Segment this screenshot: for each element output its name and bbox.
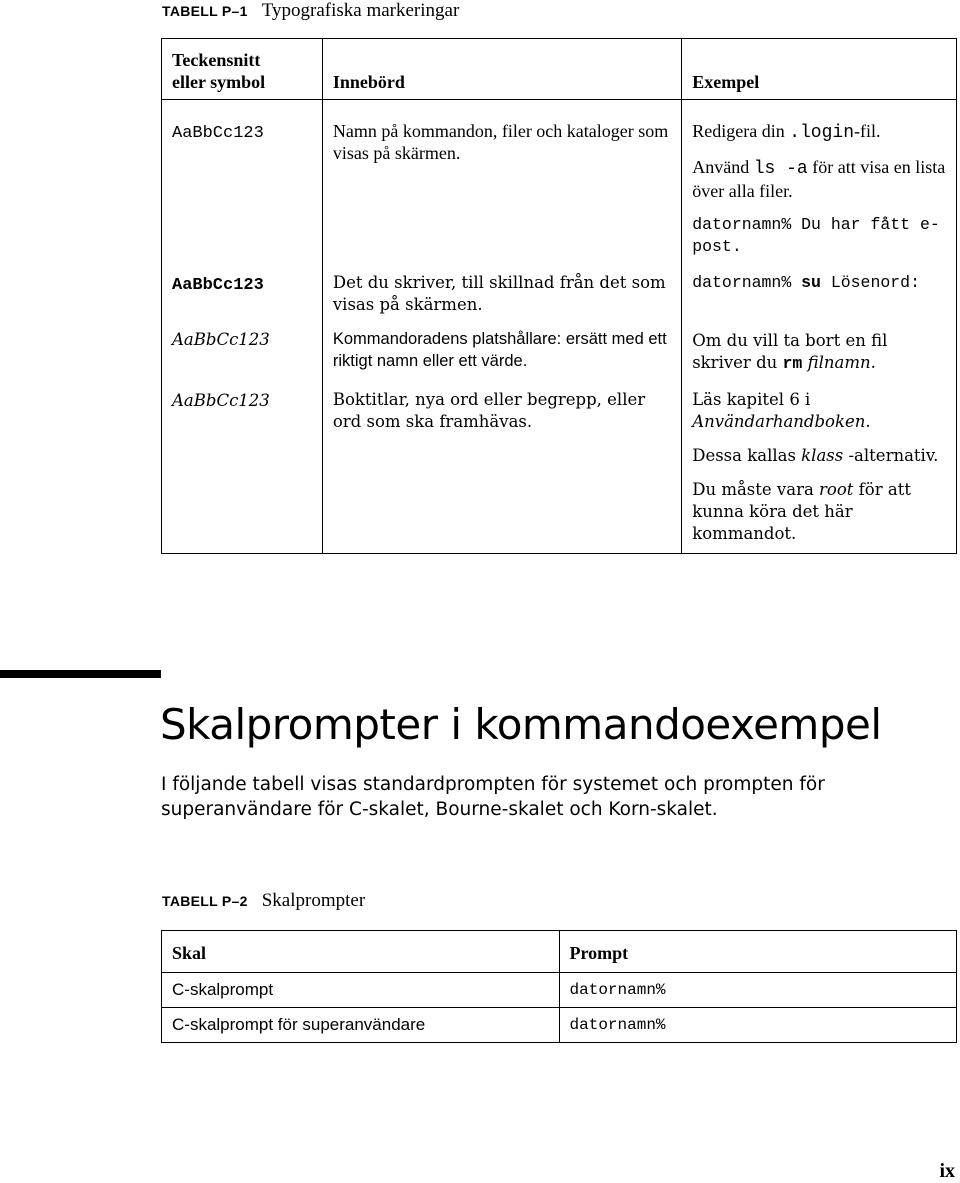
example-code-bold: rm	[782, 354, 803, 373]
example-line	[692, 445, 946, 467]
example-cell	[682, 383, 957, 554]
example-line: datornamn% Du har fått e-post.	[692, 215, 940, 256]
example-text: .	[870, 353, 876, 372]
example-code-bold: su	[801, 273, 821, 292]
symbol-bold-monospace: AaBbCc123	[172, 276, 264, 295]
example-italic: filnamn	[802, 353, 871, 372]
example-line	[692, 479, 946, 545]
table-header-row	[162, 39, 957, 100]
page-number: ix	[939, 1160, 955, 1182]
example-text: Läs kapitel 6 i	[692, 390, 811, 409]
example-text: för att kunna köra det här kommandot.	[692, 480, 911, 543]
symbol-italic: AaBbCc123	[172, 391, 270, 410]
example-text: Redigera din	[692, 121, 790, 141]
table-row	[162, 973, 957, 1008]
section-rule	[0, 670, 161, 678]
meaning-cell: Det du skriver, till skillnad från det som visas på skärmen.	[322, 266, 681, 322]
section-intro: I följande tabell visas standardprompten för systemet och prompten för superanvändare för C-skalet, Bourne-skalet och Korn-skalet.	[161, 774, 825, 820]
table-row	[162, 383, 957, 554]
example-cell	[682, 266, 957, 322]
example-code: Lösenord:	[820, 273, 920, 292]
header-font-symbol-line2: eller symbol	[172, 72, 266, 92]
table-row	[162, 100, 957, 267]
section-heading: Skalprompter i kommandoexempel	[160, 700, 882, 749]
table-header-row	[162, 931, 957, 973]
example-italic: klass	[801, 446, 844, 465]
symbol-cell	[162, 100, 323, 267]
example-line	[692, 272, 946, 294]
table-row	[162, 266, 957, 322]
header-shell: Skal	[162, 931, 560, 973]
example-code: ls -a	[753, 159, 808, 179]
example-text: Om du vill ta bort en fil skriver du	[692, 331, 888, 372]
example-cell	[682, 322, 957, 383]
typography-table	[161, 38, 957, 554]
example-line	[692, 120, 946, 144]
symbol-italic: AaBbCc123	[172, 330, 270, 349]
header-example: Exempel	[682, 39, 957, 100]
symbol-cell	[162, 266, 323, 322]
example-text: -alternativ.	[843, 446, 939, 465]
table1-caption-label: TABELL P–1	[162, 3, 248, 19]
symbol-monospace: AaBbCc123	[172, 124, 264, 143]
example-italic: root	[819, 480, 854, 499]
table-row	[162, 322, 957, 383]
table1-caption-title: Typografiska markeringar	[261, 0, 460, 21]
symbol-cell	[162, 322, 323, 383]
example-text: Använd	[692, 157, 754, 177]
shell-prompt-table	[161, 930, 957, 1043]
prompt-cell: datornamn%	[559, 1008, 956, 1043]
prompt-cell: datornamn%	[559, 973, 956, 1008]
example-text: för att visa en lista över alla filer.	[692, 157, 946, 201]
shell-cell: C-skalprompt för superanvändare	[162, 1008, 560, 1043]
table1-caption	[162, 0, 459, 22]
header-meaning: Innebörd	[322, 39, 681, 100]
meaning-cell: Boktitlar, nya ord eller begrepp, eller ord som ska framhävas.	[322, 383, 681, 554]
table2-caption-label: TABELL P–2	[162, 893, 248, 909]
example-text: Dessa kallas	[692, 446, 802, 465]
example-line	[692, 330, 946, 375]
header-prompt: Prompt	[559, 931, 956, 973]
example-text: .	[865, 412, 871, 431]
table2-caption	[162, 890, 365, 912]
shell-cell: C-skalprompt	[162, 973, 560, 1008]
symbol-cell	[162, 383, 323, 554]
meaning-cell: Namn på kommandon, filer och kataloger som visas på skärmen.	[322, 100, 681, 267]
example-cell	[682, 100, 957, 267]
example-italic: Användarhandboken	[692, 412, 866, 431]
example-code: datornamn%	[692, 273, 802, 292]
table2-caption-title: Skalprompter	[261, 890, 366, 911]
example-line	[692, 156, 946, 202]
example-code: .login	[789, 123, 855, 143]
header-font-symbol-line1: Teckensnitt	[172, 50, 261, 70]
header-font-symbol	[162, 39, 323, 100]
example-line	[692, 389, 946, 433]
table-row	[162, 1008, 957, 1043]
example-text: Du måste vara	[692, 480, 820, 499]
meaning-cell: Kommandoradens platshållare: ersätt med ett riktigt namn eller ett värde.	[322, 322, 681, 383]
example-text: -fil.	[854, 121, 881, 141]
